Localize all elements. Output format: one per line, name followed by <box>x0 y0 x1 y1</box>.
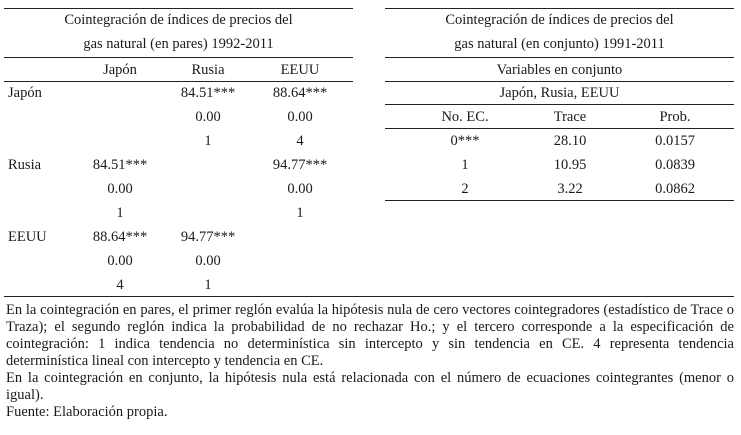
column-header-trace: Trace <box>553 109 587 125</box>
table-notes <box>6 302 734 421</box>
table-cell: 2 <box>461 181 469 197</box>
table-cell: 84.51*** <box>180 85 236 101</box>
table-cell: 1 <box>461 157 469 173</box>
table-cell: 1 <box>296 205 304 221</box>
column-header-eeuu: EEUU <box>280 62 320 78</box>
table-cell: 0*** <box>450 133 480 149</box>
table-cell: 0.0157 <box>655 133 695 149</box>
variables-line: Japón, Rusia, EEUU <box>499 85 620 101</box>
table-cell: 0.00 <box>195 109 221 125</box>
table-top-rule <box>4 8 353 9</box>
header-rule <box>4 57 353 58</box>
table-cell: 1 <box>116 205 124 221</box>
table-cell: 0.00 <box>107 253 133 269</box>
note-paragraph-joint: En la cointegración en conjunto, la hipótesis nula está relacionada con el número de ecuaciones cointegrantes (menor o igual). <box>6 370 734 403</box>
table-title-line1: Cointegración de índices de precios del <box>445 12 674 28</box>
table-cell: 0.0862 <box>655 181 695 197</box>
tables-bottom-rule <box>4 296 734 297</box>
table-cell: 10.95 <box>553 157 587 173</box>
table-cell: 0.00 <box>287 109 313 125</box>
note-paragraph-pairs: En la cointegración en pares, el primer reglón evalúa la hipótesis nula de cero vectores cointegradores (estadístico de Trace o Traza); el segundo reglón indica la probabilidad de no rechazar Ho.; y el tercero corresponde a la especificación de cointegración: 1 indica tendencia no determinística sin intercepto y sin tendencia en CE. 4 representa tendencia determinística lineal con intercepto y tendencia en CE. <box>6 302 734 369</box>
table-title-line2: gas natural (en pares) 1992-2011 <box>83 36 274 52</box>
table-cell: 4 <box>296 133 304 149</box>
row-label-japon: Japón <box>8 85 42 101</box>
variables-rule <box>385 104 734 105</box>
table-subtitle: Variables en conjunto <box>496 62 623 78</box>
table-cell: 28.10 <box>553 133 587 149</box>
table-title-line1: Cointegración de índices de precios del <box>64 12 293 28</box>
column-header-japon: Japón <box>103 62 137 78</box>
table-title-line2: gas natural (en conjunto) 1991-2011 <box>454 36 665 52</box>
table-cell: 88.64*** <box>92 229 148 245</box>
row-label-eeuu: EEUU <box>8 229 47 245</box>
table-top-rule <box>385 8 734 9</box>
table-cell: 84.51*** <box>92 157 148 173</box>
column-header-no-ec: No. EC. <box>441 109 489 125</box>
table-bottom-rule <box>385 200 734 201</box>
table-cell: 94.77*** <box>180 229 236 245</box>
table-cell: 88.64*** <box>272 85 328 101</box>
source-note: Fuente: Elaboración propia. <box>6 404 168 420</box>
table-cell: 0.0839 <box>655 157 695 173</box>
table-cell: 0.00 <box>107 181 133 197</box>
row-label-rusia: Rusia <box>8 157 42 173</box>
subtitle-rule <box>385 81 734 82</box>
table-cell: 94.77*** <box>272 157 328 173</box>
table-cell: 0.00 <box>287 181 313 197</box>
column-header-rule <box>385 128 734 129</box>
table-cell: 1 <box>204 133 212 149</box>
table-cell: 3.22 <box>557 181 583 197</box>
column-header-rusia: Rusia <box>191 62 225 78</box>
table-cell: 4 <box>116 277 124 293</box>
header-rule <box>385 57 734 58</box>
column-header-rule <box>4 81 353 82</box>
table-cell: 1 <box>204 277 212 293</box>
table-cell: 0.00 <box>195 253 221 269</box>
column-header-prob: Prob. <box>659 109 691 125</box>
